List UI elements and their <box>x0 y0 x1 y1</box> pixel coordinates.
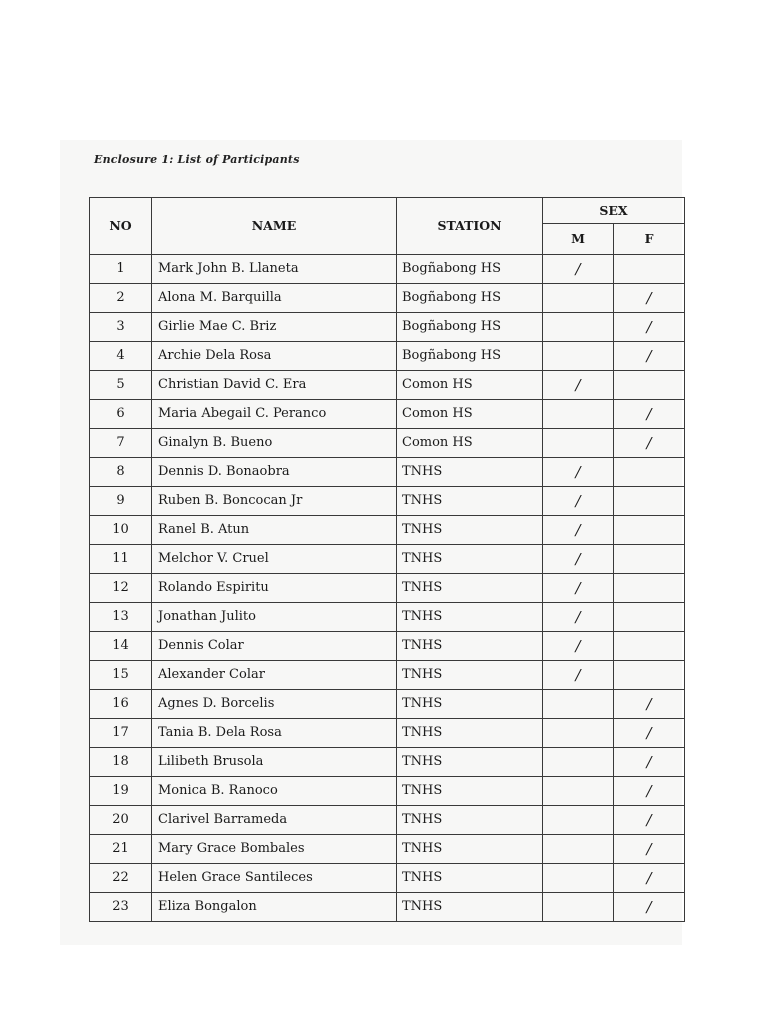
table-row <box>90 313 685 342</box>
sex-male-mark: / <box>543 371 614 400</box>
participant-name: Ranel B. Atun <box>152 516 397 545</box>
table-row <box>90 487 685 516</box>
sex-female-mark: / <box>614 748 685 777</box>
header-station: STATION <box>397 198 543 255</box>
sex-male-mark: / <box>543 255 614 284</box>
table-row <box>90 342 685 371</box>
row-number: 11 <box>90 545 152 574</box>
sex-male-mark: / <box>543 545 614 574</box>
document-caption: Enclosure 1: List of Participants <box>94 153 300 166</box>
table-row <box>90 429 685 458</box>
sex-female-mark <box>614 371 685 400</box>
row-number: 8 <box>90 458 152 487</box>
sex-male-mark: / <box>543 574 614 603</box>
participant-station: TNHS <box>397 545 543 574</box>
participant-name: Christian David C. Era <box>152 371 397 400</box>
participant-name: Ginalyn B. Bueno <box>152 429 397 458</box>
sex-male-mark <box>543 893 614 922</box>
row-number: 1 <box>90 255 152 284</box>
participant-name: Ruben B. Boncocan Jr <box>152 487 397 516</box>
row-number: 12 <box>90 574 152 603</box>
table-header <box>90 198 685 255</box>
row-number: 14 <box>90 632 152 661</box>
sex-male-mark <box>543 690 614 719</box>
table-row <box>90 371 685 400</box>
participant-name: Helen Grace Santileces <box>152 864 397 893</box>
sex-male-mark <box>543 806 614 835</box>
row-number: 9 <box>90 487 152 516</box>
table-row <box>90 516 685 545</box>
participant-name: Eliza Bongalon <box>152 893 397 922</box>
sex-female-mark: / <box>614 342 685 371</box>
sex-male-mark <box>543 835 614 864</box>
header-name: NAME <box>152 198 397 255</box>
header-sex: SEX <box>543 198 685 224</box>
participant-station: TNHS <box>397 777 543 806</box>
row-number: 19 <box>90 777 152 806</box>
sex-male-mark <box>543 864 614 893</box>
row-number: 21 <box>90 835 152 864</box>
table-row <box>90 806 685 835</box>
sex-female-mark: / <box>614 777 685 806</box>
sex-female-mark <box>614 487 685 516</box>
table-row <box>90 284 685 313</box>
participant-name: Jonathan Julito <box>152 603 397 632</box>
sex-female-mark <box>614 661 685 690</box>
participant-name: Archie Dela Rosa <box>152 342 397 371</box>
sex-female-mark: / <box>614 806 685 835</box>
table-row <box>90 545 685 574</box>
table-body <box>90 255 685 922</box>
row-number: 18 <box>90 748 152 777</box>
header-row <box>90 198 685 224</box>
participant-name: Girlie Mae C. Briz <box>152 313 397 342</box>
sex-female-mark <box>614 458 685 487</box>
sex-female-mark: / <box>614 864 685 893</box>
participant-station: TNHS <box>397 603 543 632</box>
table-row <box>90 458 685 487</box>
table-row <box>90 400 685 429</box>
sex-male-mark <box>543 429 614 458</box>
table-row <box>90 690 685 719</box>
sex-female-mark <box>614 603 685 632</box>
participant-station: Comon HS <box>397 429 543 458</box>
table-row <box>90 719 685 748</box>
row-number: 15 <box>90 661 152 690</box>
sex-female-mark <box>614 516 685 545</box>
participant-name: Rolando Espiritu <box>152 574 397 603</box>
sex-female-mark: / <box>614 284 685 313</box>
participant-name: Melchor V. Cruel <box>152 545 397 574</box>
row-number: 10 <box>90 516 152 545</box>
participant-name: Dennis D. Bonaobra <box>152 458 397 487</box>
table-row <box>90 748 685 777</box>
row-number: 7 <box>90 429 152 458</box>
participant-station: TNHS <box>397 487 543 516</box>
participant-station: Bogñabong HS <box>397 255 543 284</box>
table-row <box>90 893 685 922</box>
row-number: 5 <box>90 371 152 400</box>
sex-female-mark: / <box>614 893 685 922</box>
sex-male-mark: / <box>543 603 614 632</box>
sex-male-mark: / <box>543 458 614 487</box>
participant-station: TNHS <box>397 893 543 922</box>
table-row <box>90 603 685 632</box>
row-number: 3 <box>90 313 152 342</box>
row-number: 17 <box>90 719 152 748</box>
sex-female-mark: / <box>614 313 685 342</box>
participant-name: Mary Grace Bombales <box>152 835 397 864</box>
row-number: 2 <box>90 284 152 313</box>
sex-female-mark: / <box>614 690 685 719</box>
sex-male-mark: / <box>543 632 614 661</box>
table-row <box>90 661 685 690</box>
participant-station: TNHS <box>397 690 543 719</box>
sex-male-mark <box>543 400 614 429</box>
participant-name: Maria Abegail C. Peranco <box>152 400 397 429</box>
sex-female-mark: / <box>614 400 685 429</box>
table-row <box>90 574 685 603</box>
participant-station: Bogñabong HS <box>397 284 543 313</box>
row-number: 13 <box>90 603 152 632</box>
table-row <box>90 864 685 893</box>
participant-name: Alona M. Barquilla <box>152 284 397 313</box>
table-row <box>90 255 685 284</box>
participant-name: Agnes D. Borcelis <box>152 690 397 719</box>
sex-female-mark: / <box>614 835 685 864</box>
participant-station: Bogñabong HS <box>397 342 543 371</box>
participant-station: TNHS <box>397 458 543 487</box>
participant-station: TNHS <box>397 719 543 748</box>
table-row <box>90 777 685 806</box>
participant-station: TNHS <box>397 574 543 603</box>
participant-name: Lilibeth Brusola <box>152 748 397 777</box>
sex-female-mark <box>614 574 685 603</box>
sex-female-mark: / <box>614 429 685 458</box>
sex-male-mark: / <box>543 516 614 545</box>
row-number: 6 <box>90 400 152 429</box>
sex-male-mark <box>543 777 614 806</box>
table-row <box>90 835 685 864</box>
row-number: 20 <box>90 806 152 835</box>
sex-male-mark: / <box>543 487 614 516</box>
sex-male-mark <box>543 284 614 313</box>
sex-male-mark: / <box>543 661 614 690</box>
participant-name: Clarivel Barrameda <box>152 806 397 835</box>
participants-table <box>89 197 685 922</box>
sex-female-mark: / <box>614 719 685 748</box>
participant-station: TNHS <box>397 661 543 690</box>
sex-male-mark <box>543 748 614 777</box>
participant-name: Monica B. Ranoco <box>152 777 397 806</box>
participant-station: Comon HS <box>397 400 543 429</box>
sex-male-mark <box>543 342 614 371</box>
participant-station: TNHS <box>397 835 543 864</box>
participant-station: TNHS <box>397 806 543 835</box>
participant-station: TNHS <box>397 632 543 661</box>
row-number: 16 <box>90 690 152 719</box>
sex-female-mark <box>614 255 685 284</box>
sex-male-mark <box>543 313 614 342</box>
table-row <box>90 632 685 661</box>
participant-name: Tania B. Dela Rosa <box>152 719 397 748</box>
participant-station: TNHS <box>397 748 543 777</box>
header-no: NO <box>90 198 152 255</box>
participant-station: TNHS <box>397 516 543 545</box>
sex-male-mark <box>543 719 614 748</box>
participant-name: Dennis Colar <box>152 632 397 661</box>
row-number: 4 <box>90 342 152 371</box>
row-number: 23 <box>90 893 152 922</box>
participant-name: Mark John B. Llaneta <box>152 255 397 284</box>
header-m: M <box>543 224 614 255</box>
row-number: 22 <box>90 864 152 893</box>
participant-station: Comon HS <box>397 371 543 400</box>
header-f: F <box>614 224 685 255</box>
sex-female-mark <box>614 632 685 661</box>
participant-name: Alexander Colar <box>152 661 397 690</box>
participant-station: TNHS <box>397 864 543 893</box>
sex-female-mark <box>614 545 685 574</box>
participant-station: Bogñabong HS <box>397 313 543 342</box>
